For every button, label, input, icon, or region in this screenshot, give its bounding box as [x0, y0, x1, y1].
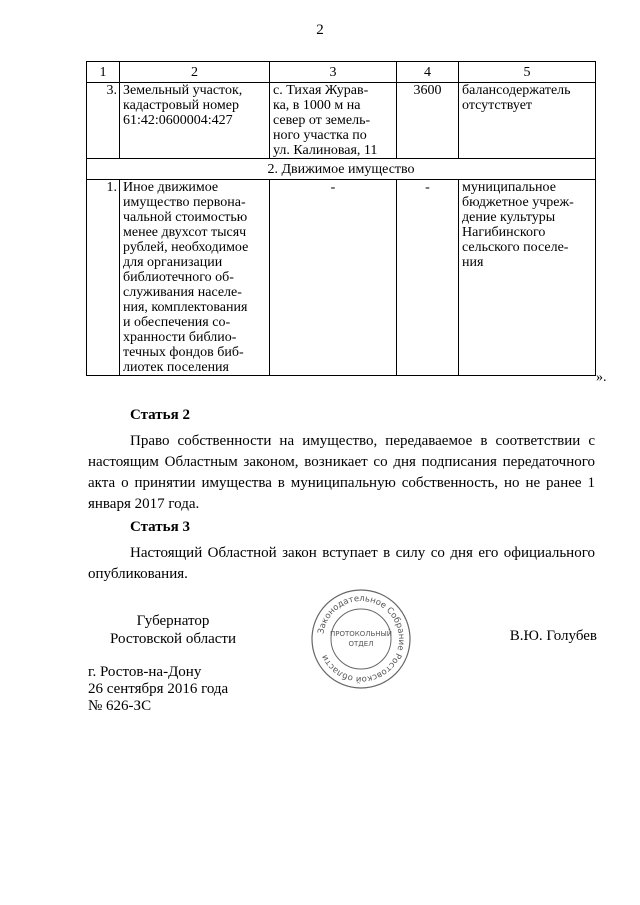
cell-line: ка, в 1000 м на: [273, 98, 361, 113]
law-number: № 626-ЗС: [88, 698, 152, 714]
article-3-title: Статья 3: [130, 519, 190, 535]
cell-line: течных фондов биб-: [123, 345, 244, 360]
page-number: 2: [316, 22, 324, 38]
cell-line: хранности библио-: [123, 330, 237, 345]
stamp-outer-ring: [312, 590, 410, 688]
row-number: 1.: [87, 180, 120, 376]
article-2-text: Право собственности на имущество, передаваемое в соответствии с настоящим Областным законом, возникает со дня подписания передаточного акта о принятии имущества в муниципальную собственность, но не ранее 1 января 2017 года.: [88, 433, 595, 512]
property-address-cell: -: [270, 180, 397, 376]
cell-line: менее двухсот тысяч: [123, 225, 247, 240]
article-3-text: Настоящий Областной закон вступает в силу со дня его официального опубликования.: [88, 545, 595, 582]
cell-line: дение культуры: [462, 210, 556, 225]
cell-line: отсутствует: [462, 98, 533, 113]
city: г. Ростов-на-Дону: [88, 664, 202, 680]
table-row: [87, 180, 596, 376]
cell-line: Земельный участок,: [123, 83, 243, 98]
property-name-cell: [120, 180, 270, 376]
closing-quote: ».: [596, 370, 607, 385]
cell-line: бюджетное учреж-: [462, 195, 574, 210]
signatory-position: [88, 612, 258, 648]
article-2-title: Статья 2: [130, 407, 190, 423]
signatory-name: В.Ю. Голубев: [509, 628, 597, 644]
table-header-cell: 3: [270, 62, 397, 83]
cell-line: ния, комплектования: [123, 300, 248, 315]
place-and-date: [88, 664, 228, 715]
cell-line: балансодержатель: [462, 83, 571, 98]
row-number: 3.: [87, 83, 120, 159]
stamp-center-line: ПРОТОКОЛЬНЫЙ: [329, 630, 393, 638]
cell-line: север от земель-: [273, 113, 371, 128]
stamp-inner-ring: [331, 609, 391, 669]
property-table: [86, 61, 596, 376]
cell-line: Нагибинского: [462, 225, 546, 240]
cell-line: лиотек поселения: [123, 360, 229, 375]
property-holder-cell: [459, 180, 596, 376]
cell-line: 61:42:0600004:427: [123, 113, 233, 128]
property-address-cell: [270, 83, 397, 159]
cell-line: кадастровый номер: [123, 98, 239, 113]
section-row: [87, 159, 596, 180]
stamp-center-line: ОТДЕЛ: [348, 640, 374, 648]
cell-line: служивания населе-: [123, 285, 242, 300]
table-header-cell: 2: [120, 62, 270, 83]
table-row: [87, 83, 596, 159]
official-stamp: [310, 588, 412, 690]
cell-line: для организации: [123, 255, 223, 270]
cell-line: и обеспечения со-: [123, 315, 231, 330]
cell-line: ного участка по: [273, 128, 367, 143]
table-header-row: [87, 62, 596, 83]
property-area-cell: -: [397, 180, 459, 376]
table-header-cell: 5: [459, 62, 596, 83]
property-holder-cell: [459, 83, 596, 159]
property-area-cell: 3600: [397, 83, 459, 159]
cell-line: имущество первона-: [123, 195, 246, 210]
cell-line: Иное движимое: [123, 180, 219, 195]
stamp-ring-text: Законодательное Собрание Ростовской области: [316, 593, 407, 685]
date: 26 сентября 2016 года: [88, 681, 229, 697]
table-header-cell: 1: [87, 62, 120, 83]
property-name-cell: [120, 83, 270, 159]
position-line: Ростовской области: [110, 631, 236, 647]
cell-line: сельского поселе-: [462, 240, 569, 255]
cell-line: чальной стоимостью: [123, 210, 248, 225]
cell-line: ул. Калиновая, 11: [273, 143, 378, 158]
cell-line: библиотечного об-: [123, 270, 234, 285]
cell-line: рублей, необходимое: [123, 240, 249, 255]
table-header-cell: 4: [397, 62, 459, 83]
cell-line: муниципальное: [462, 180, 556, 195]
cell-line: с. Тихая Журав-: [273, 83, 369, 98]
cell-line: ния: [462, 255, 484, 270]
position-line: Губернатор: [136, 613, 210, 629]
section-title: 2. Движимое имущество: [87, 159, 596, 180]
